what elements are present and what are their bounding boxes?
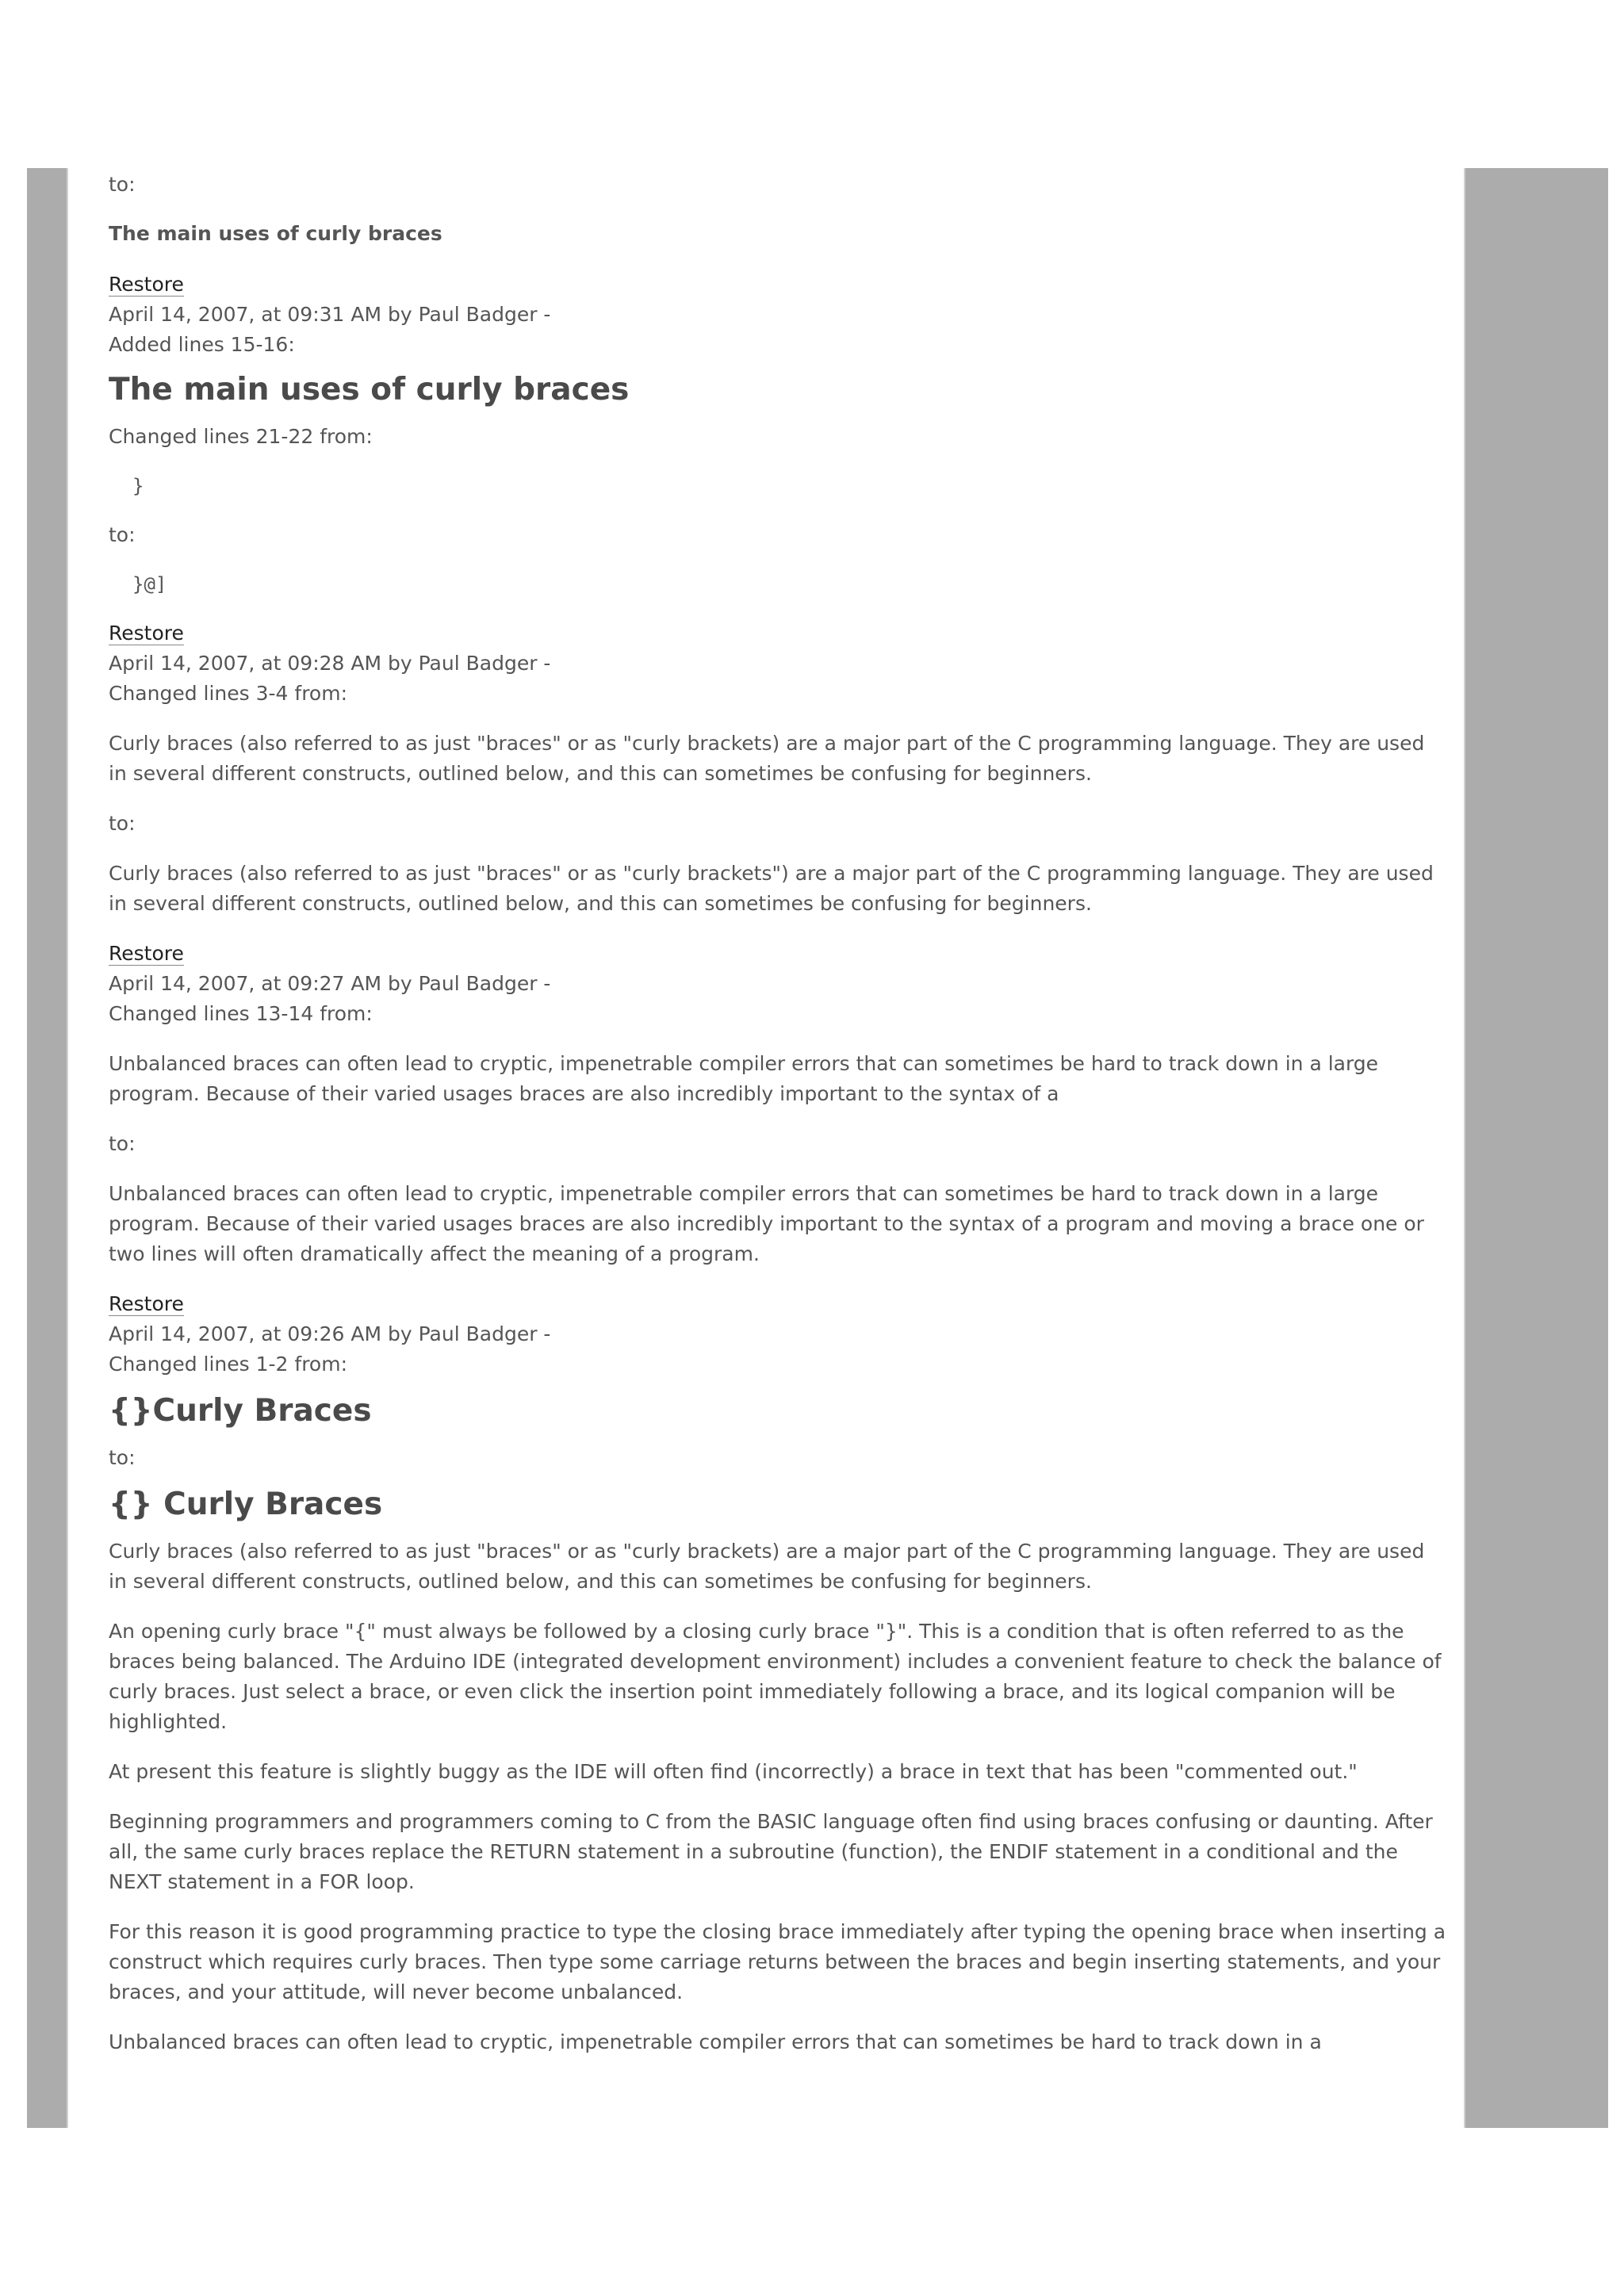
body-paragraph: For this reason it is good programming practice to type the closing brace immediately after typing the opening brace when inserting a construct which requires curly braces. Then type some carriage returns between the braces and begin inserting statements, and your braces, and your attitude, will never become unbalanced.	[109, 1920, 1446, 2003]
revision-history	[109, 168, 1449, 2128]
restore-link[interactable]: Restore	[109, 942, 184, 965]
left-gutter	[27, 168, 68, 2128]
to-label: to:	[109, 523, 136, 546]
diff-from-text: Curly braces (also referred to as just "braces" or as "curly brackets) are a major part of the C programming language. They are used in several different constructs, outlined below, and this can sometimes be confusing for beginners.	[109, 732, 1425, 785]
body-paragraph: An opening curly brace "{" must always be followed by a closing curly brace "}". This is a condition that is often referred to as the braces being balanced. The Arduino IDE (integrated development environment) includes a convenient feature to check the balance of curly braces. Just select a brace, or even click the insertion point immediately following a brace, and its logical companion will be highlighted.	[109, 1620, 1442, 1733]
revision-meta: April 14, 2007, at 09:31 AM by Paul Badger -	[109, 303, 551, 326]
change-summary: Added lines 15-16:	[109, 333, 295, 356]
section-heading: {}Curly Braces	[109, 1393, 372, 1429]
revision-meta: April 14, 2007, at 09:28 AM by Paul Badger -	[109, 652, 551, 675]
revision-meta: April 14, 2007, at 09:27 AM by Paul Badger -	[109, 972, 551, 995]
restore-link[interactable]: Restore	[109, 622, 184, 645]
restore-link[interactable]: Restore	[109, 1292, 184, 1315]
section-heading: {} Curly Braces	[109, 1487, 383, 1522]
body-paragraph: Curly braces (also referred to as just "braces" or as "curly brackets) are a major part of the C programming language. They are used in several different constructs, outlined below, and this can sometimes be confusing for beginners.	[109, 1540, 1425, 1593]
change-summary: Changed lines 3-4 from:	[109, 682, 348, 705]
body-paragraph: At present this feature is slightly buggy as the IDE will often find (incorrectly) a brace in text that has been "commented out."	[109, 1760, 1358, 1783]
code-line: }@]	[132, 573, 167, 595]
to-title: The main uses of curly braces	[109, 222, 442, 245]
change-summary: Changed lines 21-22 from:	[109, 425, 373, 448]
restore-link[interactable]: Restore	[109, 273, 184, 296]
to-label: to:	[109, 812, 136, 835]
to-label: to:	[109, 1132, 136, 1155]
section-heading: The main uses of curly braces	[109, 372, 630, 408]
body-paragraph: Beginning programmers and programmers coming to C from the BASIC language often find using braces confusing or daunting. After all, the same curly braces replace the RETURN statement in a subroutine (function), the ENDIF statement in a conditional and the NEXT statement in a FOR loop.	[109, 1810, 1433, 1893]
diff-to-text: Curly braces (also referred to as just "braces" or as "curly brackets") are a major part of the C programming language. They are used in several different constructs, outlined below, and this can sometimes be confusing for beginners.	[109, 862, 1434, 915]
change-summary: Changed lines 1-2 from:	[109, 1353, 348, 1376]
body-paragraph: Unbalanced braces can often lead to cryptic, impenetrable compiler errors that can sometimes be hard to track down in a	[109, 2030, 1322, 2053]
revision-meta: April 14, 2007, at 09:26 AM by Paul Badger -	[109, 1322, 551, 1345]
change-summary: Changed lines 13-14 from:	[109, 1002, 373, 1025]
code-line: }	[132, 475, 144, 497]
diff-to-text: Unbalanced braces can often lead to cryptic, impenetrable compiler errors that can sometimes be hard to track down in a large program. Because of their varied usages braces are also incredibly important to the syntax of a program and moving a brace one or two lines will often dramatically affect the meaning of a program.	[109, 1182, 1424, 1265]
right-gutter	[1465, 168, 1608, 2128]
diff-from-text: Unbalanced braces can often lead to cryptic, impenetrable compiler errors that can sometimes be hard to track down in a large program. Because of their varied usages braces are also incredibly important to the syntax of a	[109, 1052, 1379, 1105]
to-label: to:	[109, 173, 136, 196]
to-label: to:	[109, 1446, 136, 1469]
